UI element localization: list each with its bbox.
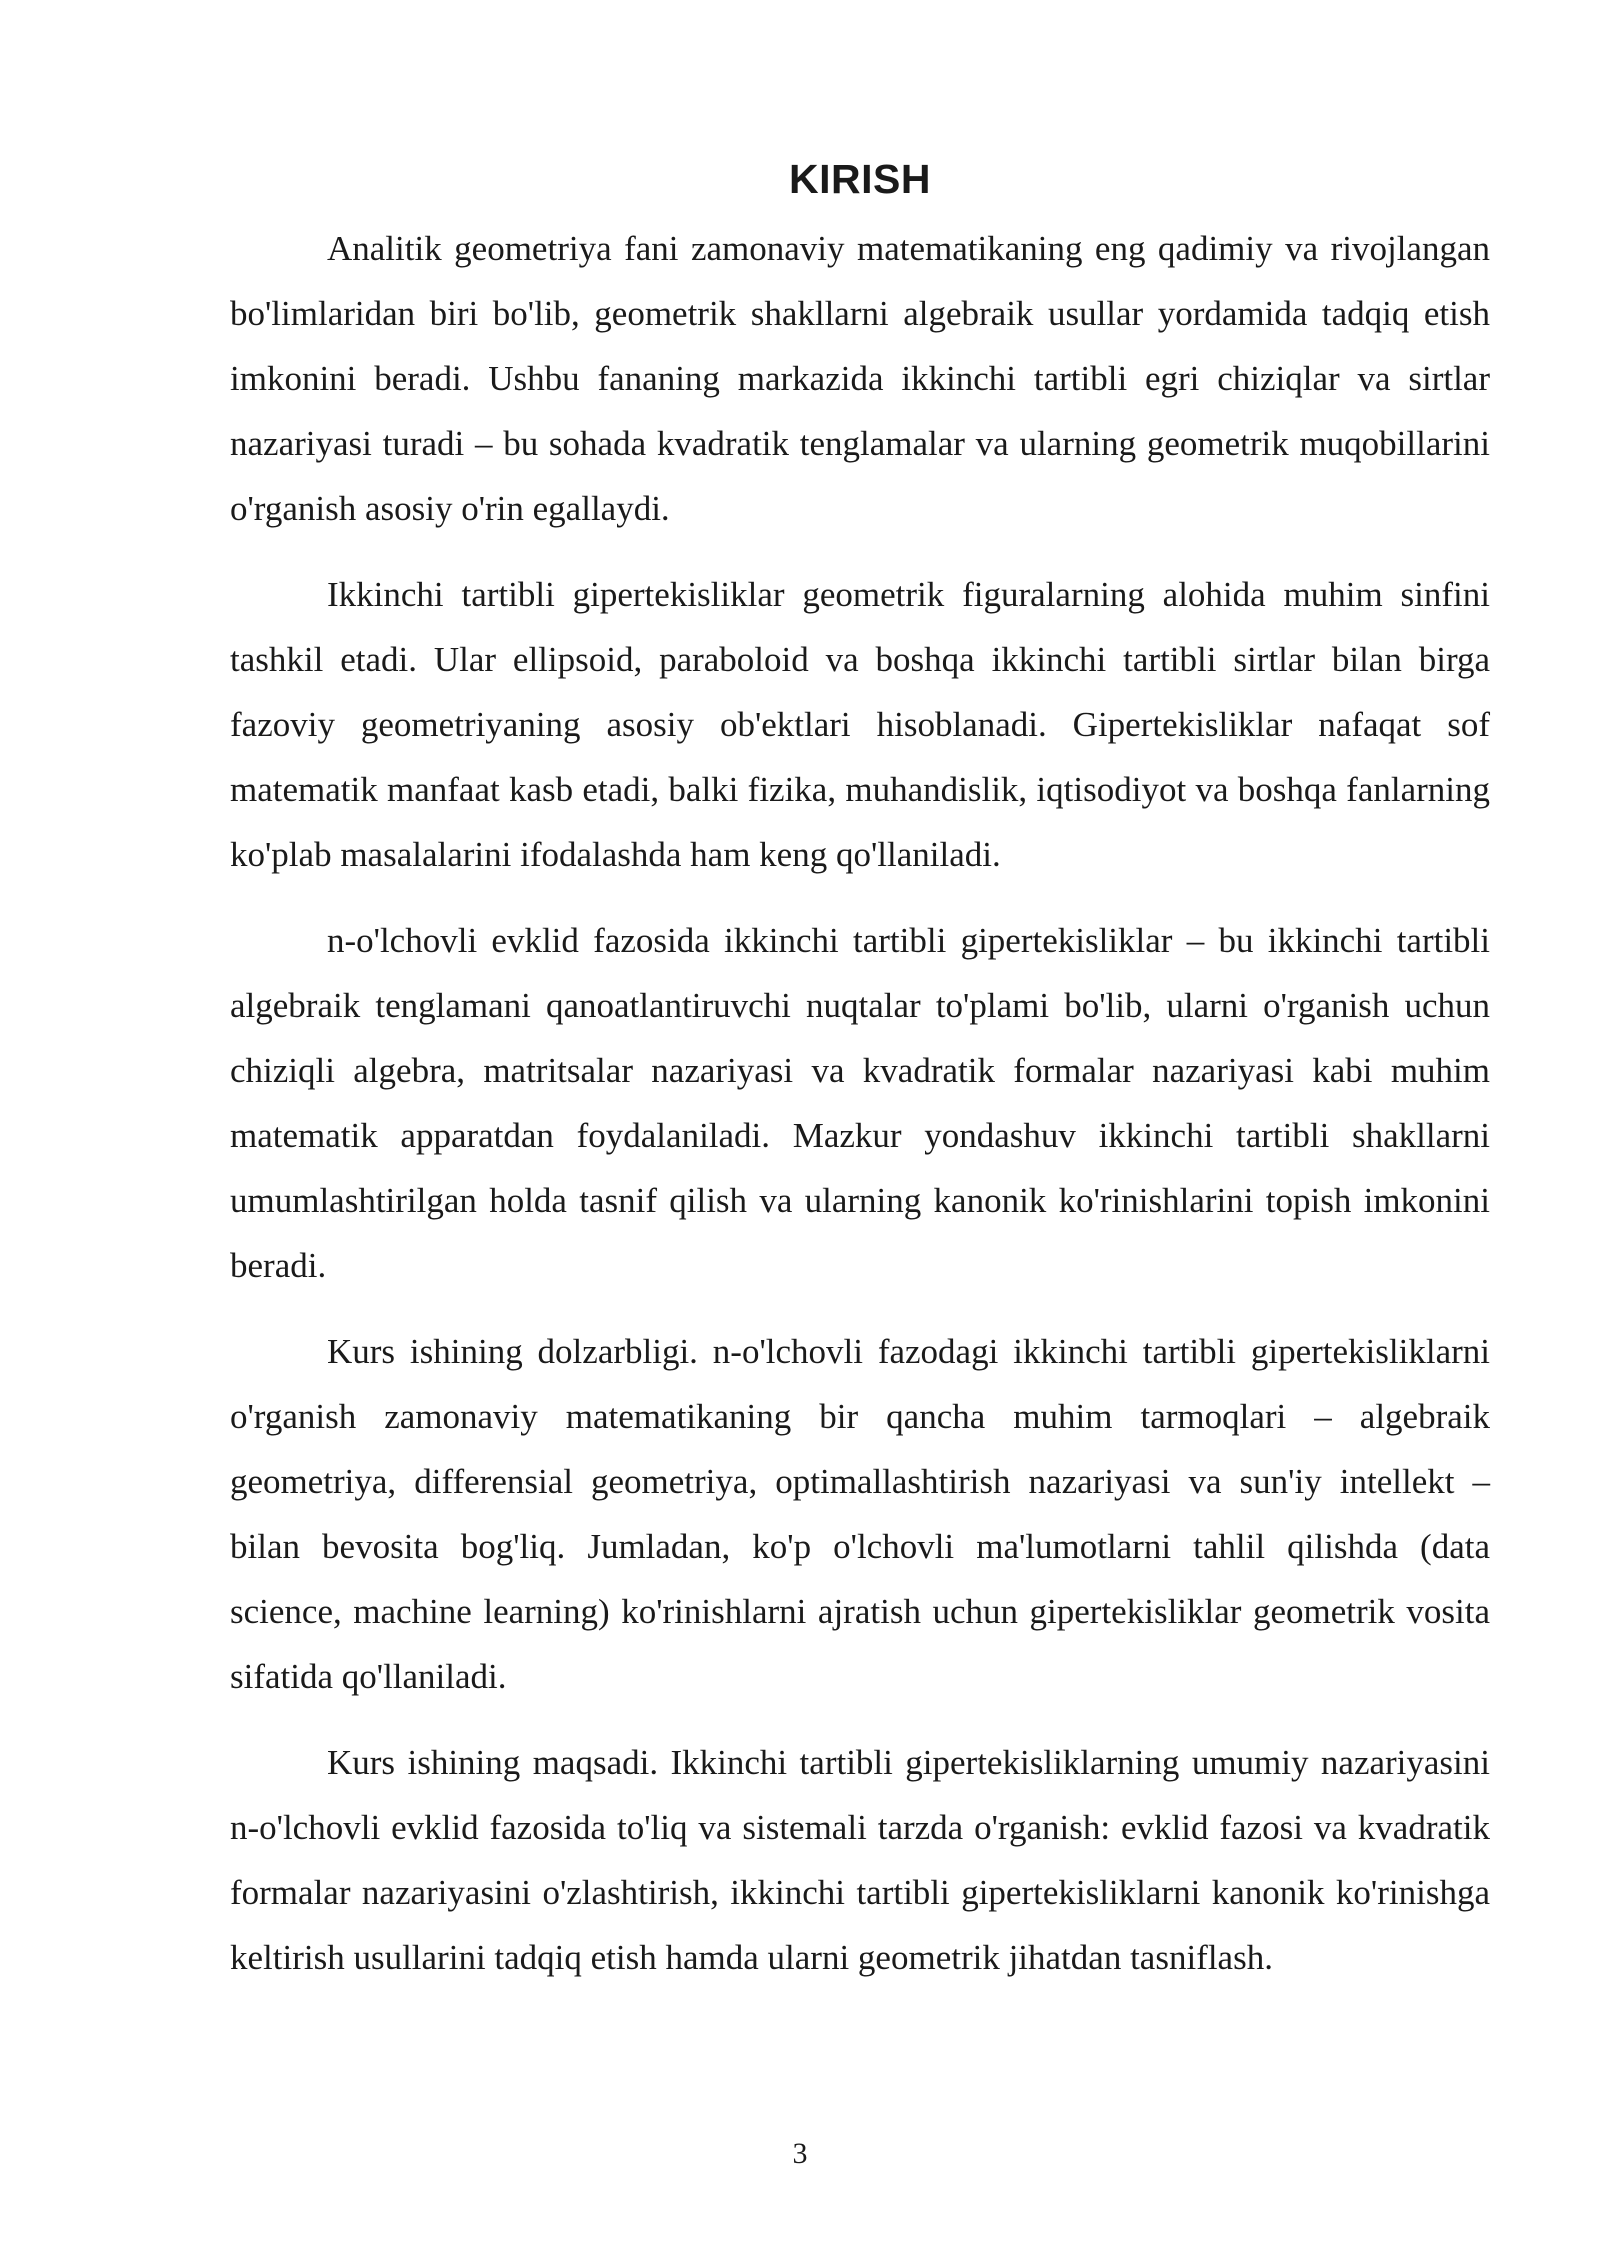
page-number: 3 — [792, 2137, 808, 2170]
paragraph-intro: Analitik geometriya fani zamonaviy matematikaning eng qadimiy va rivojlangan bo'limlaridan biri bo'lib, geometrik shakllarni algebraik usullar yordamida tadqiq etish imkonini beradi. Ushbu fananing markazida ikkinchi tartibli egri chiziqlar va sirtlar nazariyasi turadi – bu sohada kvadratik tenglamalar va ularning geometrik muqobillarini o'rganish asosiy o'rin egallaydi. — [230, 229, 1490, 528]
paragraph-euclidean-space: n-o'lchovli evklid fazosida ikkinchi tartibli gipertekisliklar – bu ikkinchi tartibli algebraik tenglamani qanoatlantiruvchi nuqtalar to'plami bo'lib, ularni o'rganish uchun chiziqli algebra, matritsalar nazariyasi va kvadratik formalar nazariyasi kabi muhim matematik apparatdan foydalaniladi. Mazkur yondashuv ikkinchi tartibli shakllarni umumlashtirilgan holda tasnif qilish va ularning kanonik ko'rinishlarini topish imkonini beradi. — [230, 921, 1490, 1285]
paragraph-relevance: Kurs ishining dolzarbligi. n-o'lchovli fazodagi ikkinchi tartibli gipertekisliklarni o'rganish zamonaviy matematikaning bir qancha muhim tarmoqlari – algebraik geometriya, differensial geometriya, optimallashtirish nazariyasi va sun'iy intellekt – bilan bevosita bog'liq. Jumladan, ko'p o'lchovli ma'lumotlarni tahlil qilishda (data science, machine learning) ko'rinishlarni ajratish uchun gipertekisliklar geometrik vosita sifatida qo'llaniladi. — [230, 1332, 1490, 1696]
paragraph-hyperplanes: Ikkinchi tartibli gipertekisliklar geometrik figuralarning alohida muhim sinfini tashkil etadi. Ular ellipsoid, paraboloid va boshqa ikkinchi tartibli sirtlar bilan birga fazoviy geometriyaning asosiy ob'ektlari hisoblanadi. Gipertekisliklar nafaqat sof matematik manfaat kasb etadi, balki fizika, muhandislik, iqtisodiyot va boshqa fanlarning ko'plab masalalarini ifodalashda ham keng qo'llaniladi. — [230, 575, 1490, 874]
document-title: KIRISH — [789, 156, 931, 202]
document-page — [230, 150, 1490, 2011]
paragraph-goal: Kurs ishining maqsadi. Ikkinchi tartibli gipertekisliklarning umumiy nazariyasini n-o'lchovli evklid fazosida to'liq va sistemali tarzda o'rganish: evklid fazosi va kvadratik formalar nazariyasini o'zlashtirish, ikkinchi tartibli gipertekisliklarni kanonik ko'rinishga keltirish usullarini tadqiq etish hamda ularni geometrik jihatdan tasniflash. — [230, 1743, 1490, 1977]
